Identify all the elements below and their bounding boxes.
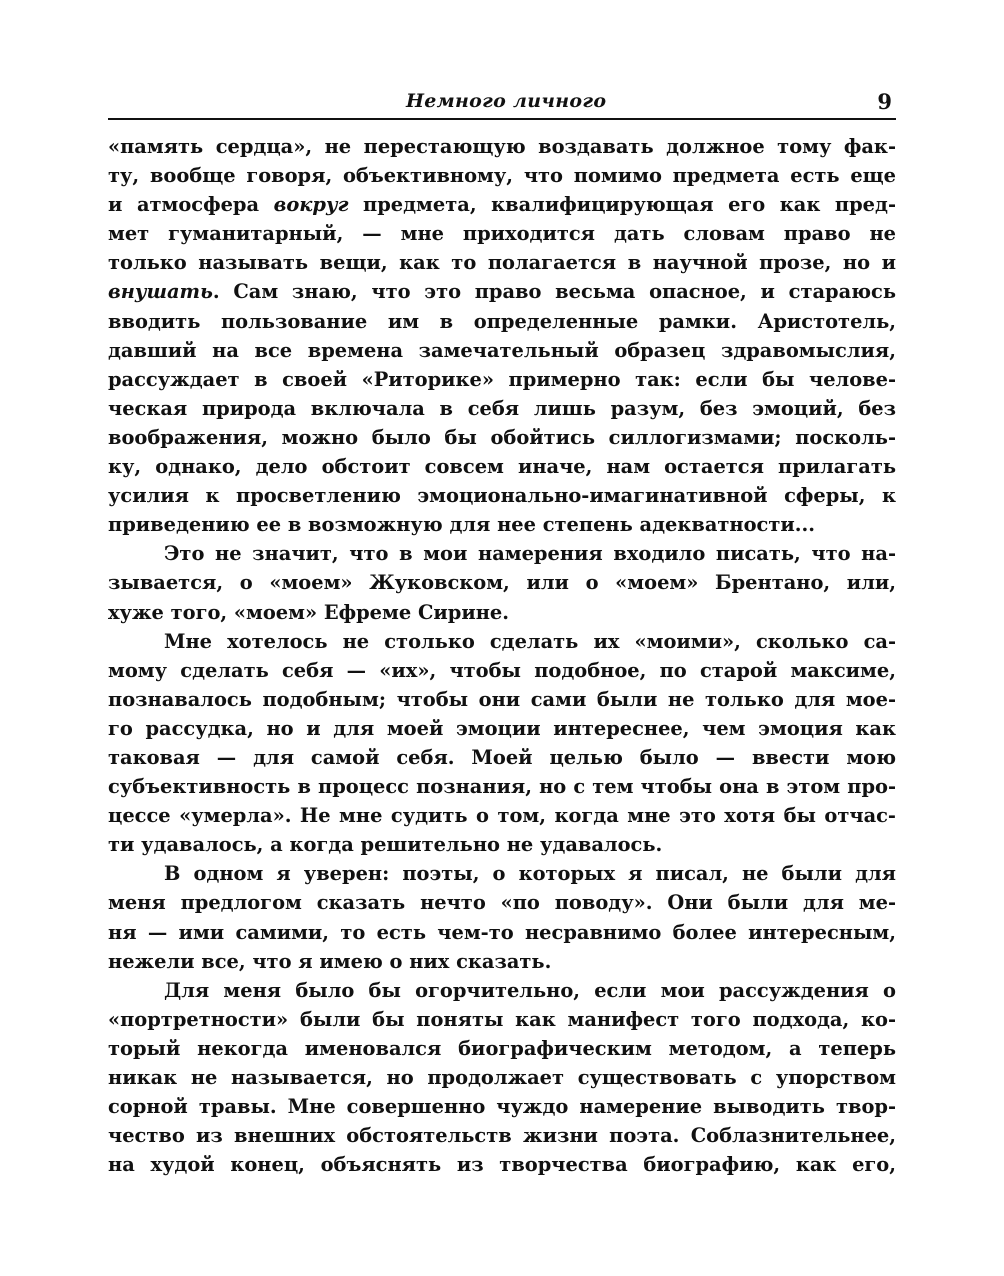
text-line: на худой конец, объяснять из творчества биографию, как его, bbox=[108, 1153, 896, 1177]
page-number: 9 bbox=[877, 89, 892, 114]
text-segment: предмета, квалифицирующая его как пред- bbox=[348, 193, 896, 217]
text-line: ческая природа включала в себя лишь разум, без эмоций, без bbox=[108, 396, 896, 420]
text-segment: . Сам знаю, что это право весьма опасное, и стараюсь bbox=[212, 280, 896, 304]
text-line: Для меня было бы огорчительно, если мои рассуждения о bbox=[164, 978, 896, 1002]
text-line: давший на все времена замечательный образец здравомыслия, bbox=[108, 338, 896, 362]
text-line: рассуждает в своей «Риторике» примерно так: если бы челове- bbox=[108, 367, 896, 391]
text-line: приведению ее в возможную для нее степень адекватности... bbox=[108, 513, 815, 537]
text-line: чество из внешних обстоятельств жизни поэта. Соблазнительнее, bbox=[108, 1124, 896, 1148]
text-line: только называть вещи, как то полагается в научной прозе, но и bbox=[108, 251, 896, 275]
text-line: сорной травы. Мне совершенно чуждо намерение выводить твор- bbox=[108, 1095, 896, 1119]
text-line: ня — ими самими, то есть чем-то несравнимо более интересным, bbox=[108, 920, 896, 944]
text-line: воображения, можно было бы обойтись силлогизмами; посколь- bbox=[108, 425, 896, 449]
running-head bbox=[108, 84, 896, 120]
italic-emphasis: внушать bbox=[108, 280, 213, 304]
text-line: Мне хотелось не столько сделать их «моими», сколько са- bbox=[164, 629, 896, 653]
text-line: мет гуманитарный, — мне приходится дать словам право не bbox=[108, 222, 896, 246]
text-line: нежели все, что я имею о них сказать. bbox=[108, 949, 552, 973]
text-line: торый некогда именовался биографическим методом, а теперь bbox=[108, 1036, 896, 1060]
running-title: Немного личного bbox=[406, 90, 607, 112]
text-line bbox=[108, 190, 896, 219]
text-line: цессе «умерла». Не мне судить о том, когда мне это хотя бы отчас- bbox=[108, 804, 896, 828]
text-line: никак не называется, но продолжает существовать с упорством bbox=[108, 1066, 896, 1089]
text-line: усилия к просветлению эмоционально-имагинативной сферы, к bbox=[108, 484, 896, 508]
italic-emphasis: вокруг bbox=[273, 193, 349, 217]
text-line: «память сердца», не перестающую воздавать должное тому фак- bbox=[108, 135, 896, 158]
text-line: «портретности» были бы поняты как манифест того подхода, ко- bbox=[108, 1007, 896, 1031]
text-line: хуже того, «моем» Ефреме Сирине. bbox=[108, 600, 509, 624]
text-segment: и атмосфера bbox=[108, 193, 274, 217]
text-line: вводить пользование им в определенные рамки. Аристотель, bbox=[108, 309, 896, 333]
book-page bbox=[108, 84, 896, 1179]
text-line: меня предлогом сказать нечто «по поводу». Они были для ме- bbox=[108, 891, 896, 915]
text-line: таковая — для самой себя. Моей целью было — ввести мою bbox=[108, 745, 896, 769]
text-line: В одном я уверен: поэты, о которых я писал, не были для bbox=[164, 862, 896, 886]
text-line: ку, однако, дело обстоит совсем иначе, нам остается прилагать bbox=[108, 455, 896, 479]
text-line: ту, вообще говоря, объективному, что помимо предмета есть еще bbox=[108, 164, 896, 188]
text-line: зывается, о «моем» Жуковском, или о «моем» Брентано, или, bbox=[108, 571, 896, 595]
text-line bbox=[108, 277, 896, 306]
text-line: мому сделать себя — «их», чтобы подобное, по старой максиме, bbox=[108, 658, 896, 682]
body-text bbox=[108, 132, 896, 1179]
text-line: познавалось подобным; чтобы они сами были не только для мое- bbox=[108, 687, 896, 711]
text-line: ти удавалось, а когда решительно не удавалось. bbox=[108, 833, 663, 857]
text-line: Это не значит, что в мои намерения входило писать, что на- bbox=[164, 542, 896, 566]
text-line: субъективность в процесс познания, но с тем чтобы она в этом про- bbox=[108, 775, 896, 799]
text-line: го рассудка, но и для моей эмоции интереснее, чем эмоция как bbox=[108, 716, 896, 740]
